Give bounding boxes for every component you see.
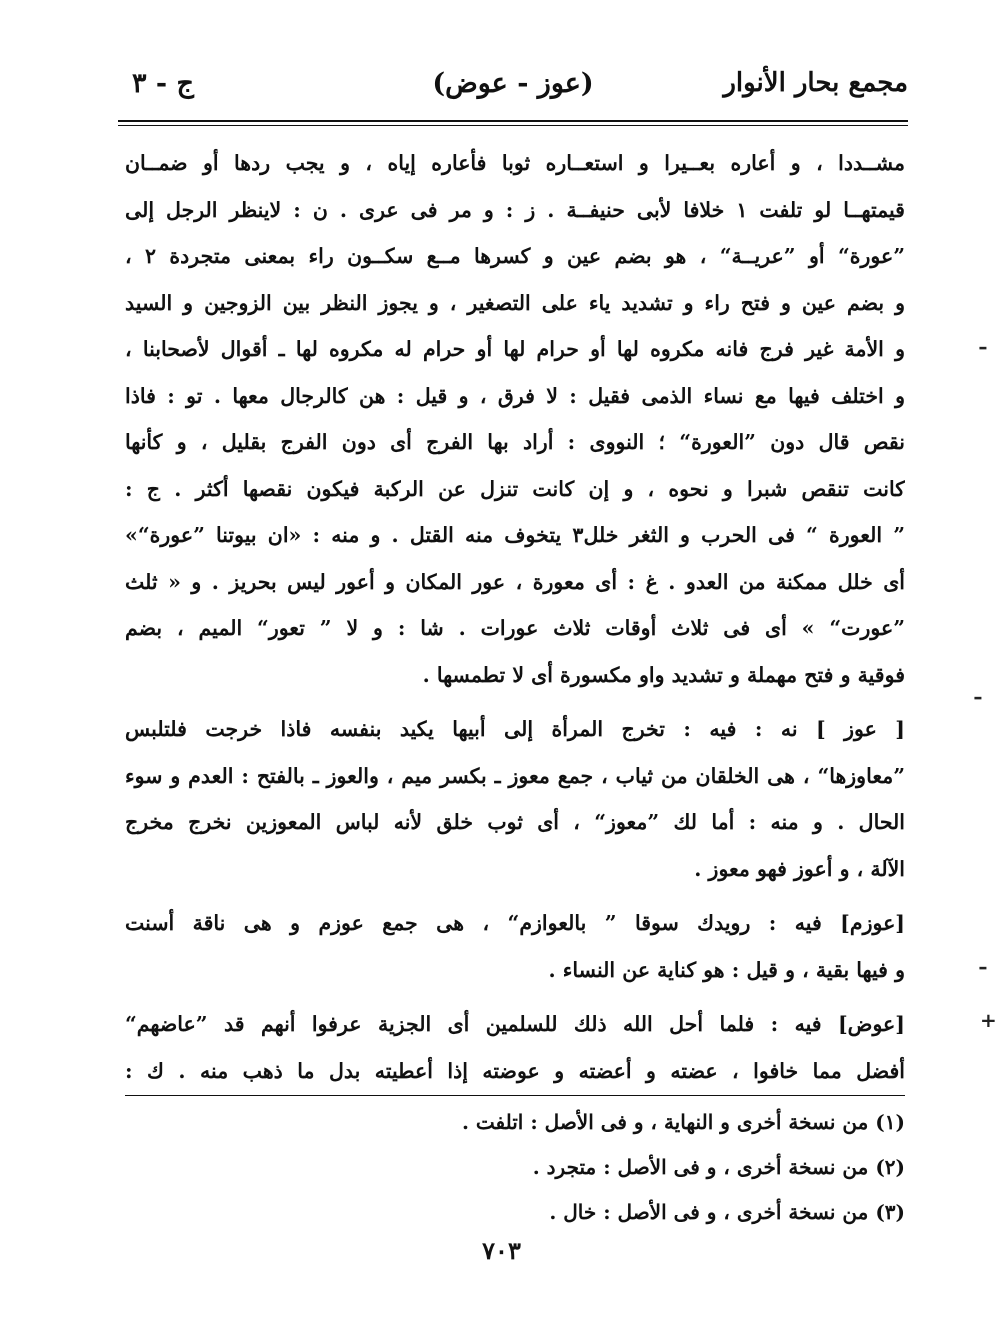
text-line: ” العورة “ فى الحرب و الثغر خلل٣ يتخوف منه القتل . و منه : «ان بيوتنا ”عورة“»	[125, 523, 905, 547]
footnotes	[300, 1100, 905, 1235]
margin-mark: ـ	[980, 330, 986, 354]
text-line: ”عورت“ » أى فى ثلاث أوقات ثلاث عورات . شا : و لا ” تعور“ الميم ، بضم	[125, 616, 905, 640]
main-text	[125, 140, 905, 1094]
text-line: و اختلف فيها مع نساء الذمى فقيل : لا فرق ، و قيل : هن كالرجال معها . تو : فاذا	[125, 383, 905, 408]
entry-line: الآلة ، و أعوز فهو معوز .	[694, 856, 905, 881]
footnote: (٣) من نسخة أخرى ، و فى الأصل : خال .	[549, 1200, 905, 1224]
header-rule-thin	[118, 125, 908, 126]
running-header	[118, 60, 908, 108]
footnote: (٢) من نسخة أخرى ، و فى الأصل : متجرد .	[532, 1155, 905, 1179]
page-number: ٧٠٣	[482, 1236, 521, 1265]
text-line: قيمتهــا لو تلفت ١ خلافا لأبى حنيفــة . ز : و مر فى عرى . ن : لاينظر الرجل إلى	[125, 197, 905, 222]
volume-number: ج - ٣	[132, 68, 194, 99]
text-line: كانت تنقص شبرا و نحوه ، و إن كانت تنزل عن الركبة فيكون نقصها أكثر . ج :	[125, 476, 905, 501]
entry-line: [عوض] فيه : فلما أحل الله ذلك للسلمين أى الجزية عرفوا أنهم قد ”عاضهم“	[125, 1012, 905, 1036]
text-line: و الأمة غير فرج فانه مكروه لها أو حرام لها أو حرام له مكروه لها ـ أقوال لأصحابنا ،	[125, 337, 905, 361]
margin-mark: +	[980, 1008, 997, 1032]
text-line: أى خلل ممكنة من العدو . غ : أى معورة ، عور المكان و أعور ليس بحريز . و « ثلث	[125, 569, 905, 594]
text-line: ”عورة“ أو ”عريــة“ ، هو بضم عين و كسرها مــع سكــون راء بمعنى متجردة ٢ ،	[125, 244, 905, 268]
margin-mark: ـ	[975, 680, 981, 704]
entry-line: ”معاوزها“ ، هى الخلقان من ثياب ، جمع معوز ـ بكسر ميم ، والعوز ـ بالفتح : العدم و سوء	[125, 763, 905, 788]
entry-line: أفضل مما خافوا ، عضته و أعضته و عوضته إذا أعطيته بدل ما ذهب منه . ك :	[125, 1058, 905, 1083]
text-line: نقص قال دون ”العورة“ ؛ النووى : أراد بها الفرج أى دون الفرج بقليل ، و كأنها	[125, 430, 905, 454]
entry-range: (عوز - عوض)	[432, 68, 594, 99]
header-rule-thick	[118, 120, 908, 122]
margin-mark: ـ	[980, 950, 986, 974]
text-line: و بضم عين و فتح راء و تشديد ياء على التصغير ، و يجوز النظر بين الزوجين و السيد	[125, 290, 905, 315]
entry-line: الحال . و منه : أما لك ”معوز“ ، أى ثوب خلق لأنه لباس المعوزين نخرج مخرج	[125, 810, 905, 834]
text-line: مشــددا ، و أعاره بعــيرا و استعــاره ثوبا فأعاره إياه ، و يجب ردها أو ضمــان	[125, 151, 905, 175]
entry-line: و فيها بقية ، و قيل : هو كناية عن النساء .	[548, 957, 905, 982]
book-title: مجمع بحار الأنوار	[723, 68, 908, 98]
entry-line: [عوزم] فيه : رويدك سوقا ” بالعوازم“ ، هى جمع عوزم و هى ناقة أسنت	[125, 911, 905, 935]
text-line: فوقية و فتح مهملة و تشديد واو مكسورة أى لا تطمسها .	[422, 662, 905, 687]
footnote: (١) من نسخة أخرى و النهاية ، و فى الأصل : اتلفت .	[461, 1110, 905, 1134]
entry-line: [ عوز ] نه : فيه : تخرج المرأة إلى أبيها يكيد بنفسه فاذا خرجت فلتلبس	[125, 717, 905, 741]
footnote-rule	[125, 1095, 905, 1096]
